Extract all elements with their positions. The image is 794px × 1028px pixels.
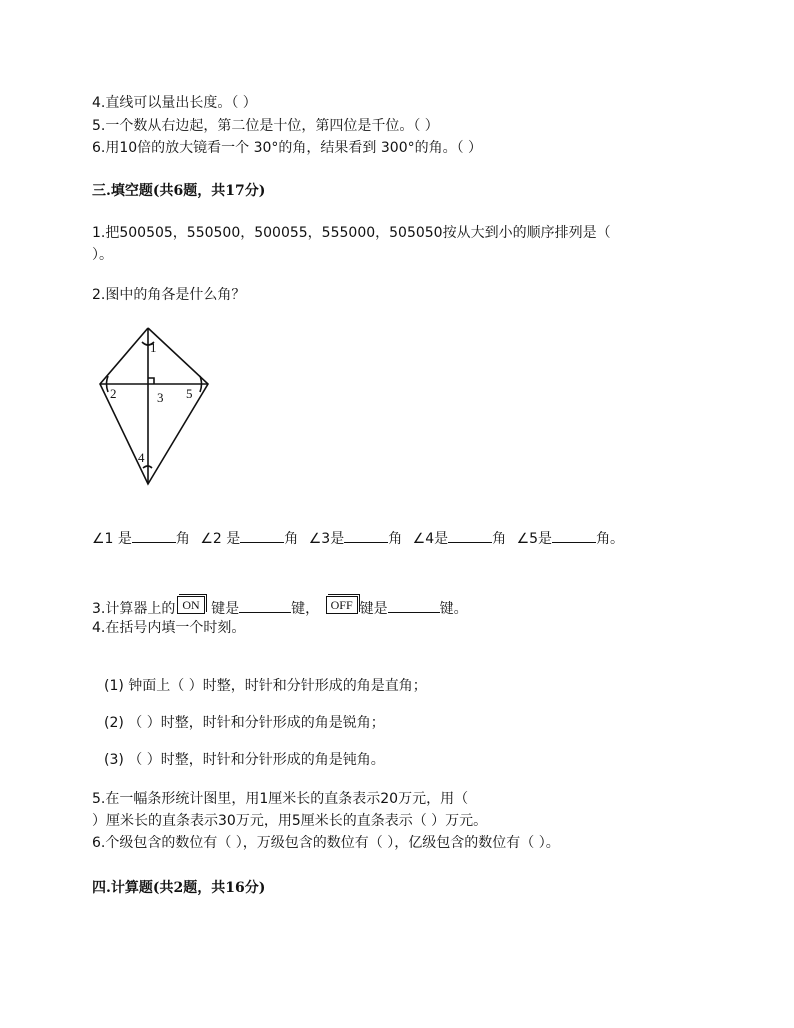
blank[interactable] <box>240 528 284 543</box>
blank[interactable] <box>239 598 291 613</box>
judge-question-5: 5.一个数从右边起，第二位是十位，第四位是千位。（ ） <box>92 118 439 134</box>
fill-question-4-sub1: (1) 钟面上（ ）时整，时针和分针形成的角是直角； <box>104 678 427 694</box>
angle-label-1: 1 <box>150 340 157 355</box>
section3-title: 三.填空题(共6题，共17分) <box>92 183 266 199</box>
angle-3-right-mark <box>148 378 154 384</box>
angle-answer-row <box>92 528 630 548</box>
fill-question-2: 2.图中的角各是什么角？ <box>92 287 246 303</box>
fill-question-4: 4.在括号内填一个时刻。 <box>92 620 246 636</box>
angle-1-answer: ∠1 是 角 <box>92 531 190 547</box>
blank[interactable] <box>552 528 596 543</box>
angle-label-4: 4 <box>138 450 145 465</box>
fill-question-1-line1: 1.把500505，550500，500055，555000，505050按从大到小的顺序排列是（ <box>92 225 611 241</box>
blank[interactable] <box>132 528 176 543</box>
fill-question-4-sub2: (2) （ ）时整，时针和分针形成的角是锐角； <box>104 715 385 731</box>
fill-question-5-line2: ）厘米长的直条表示30万元，用5厘米长的直条表示（ ）万元。 <box>92 813 488 829</box>
angle-2-answer: ∠2 是 角 <box>200 531 298 547</box>
blank[interactable] <box>448 528 492 543</box>
fill-question-1-line2: ）。 <box>92 247 113 263</box>
angle-4-answer: ∠4是 角 <box>413 531 506 547</box>
blank[interactable] <box>344 528 388 543</box>
fill-question-3: 3.计算器上的 ON 键是 键， OFF 键是 键。 <box>92 598 468 617</box>
angle-3-answer: ∠3是 角 <box>309 531 402 547</box>
off-key-icon: OFF <box>326 596 358 614</box>
fill-question-5-line1: 5.在一幅条形统计图里，用1厘米长的直条表示20万元，用（ <box>92 791 469 807</box>
section4-title: 四.计算题(共2题，共16分) <box>92 880 266 896</box>
fill-question-4-sub3: (3) （ ）时整，时针和分针形成的角是钝角。 <box>104 752 385 768</box>
judge-question-4: 4.直线可以量出长度。（ ） <box>92 95 257 111</box>
angle-label-5: 5 <box>186 386 193 401</box>
fill-question-6: 6.个级包含的数位有（ ），万级包含的数位有（ ），亿级包含的数位有（ ）。 <box>92 835 560 851</box>
judge-question-6: 6.用10倍的放大镜看一个 30°的角，结果看到 300°的角。（ ） <box>92 140 483 156</box>
kite-angle-figure <box>96 324 216 490</box>
on-key-icon: ON <box>177 596 204 614</box>
blank[interactable] <box>388 598 440 613</box>
angle-label-3: 3 <box>157 390 164 405</box>
angle-label-2: 2 <box>110 386 117 401</box>
angle-5-answer: ∠5是 角。 <box>517 531 624 547</box>
